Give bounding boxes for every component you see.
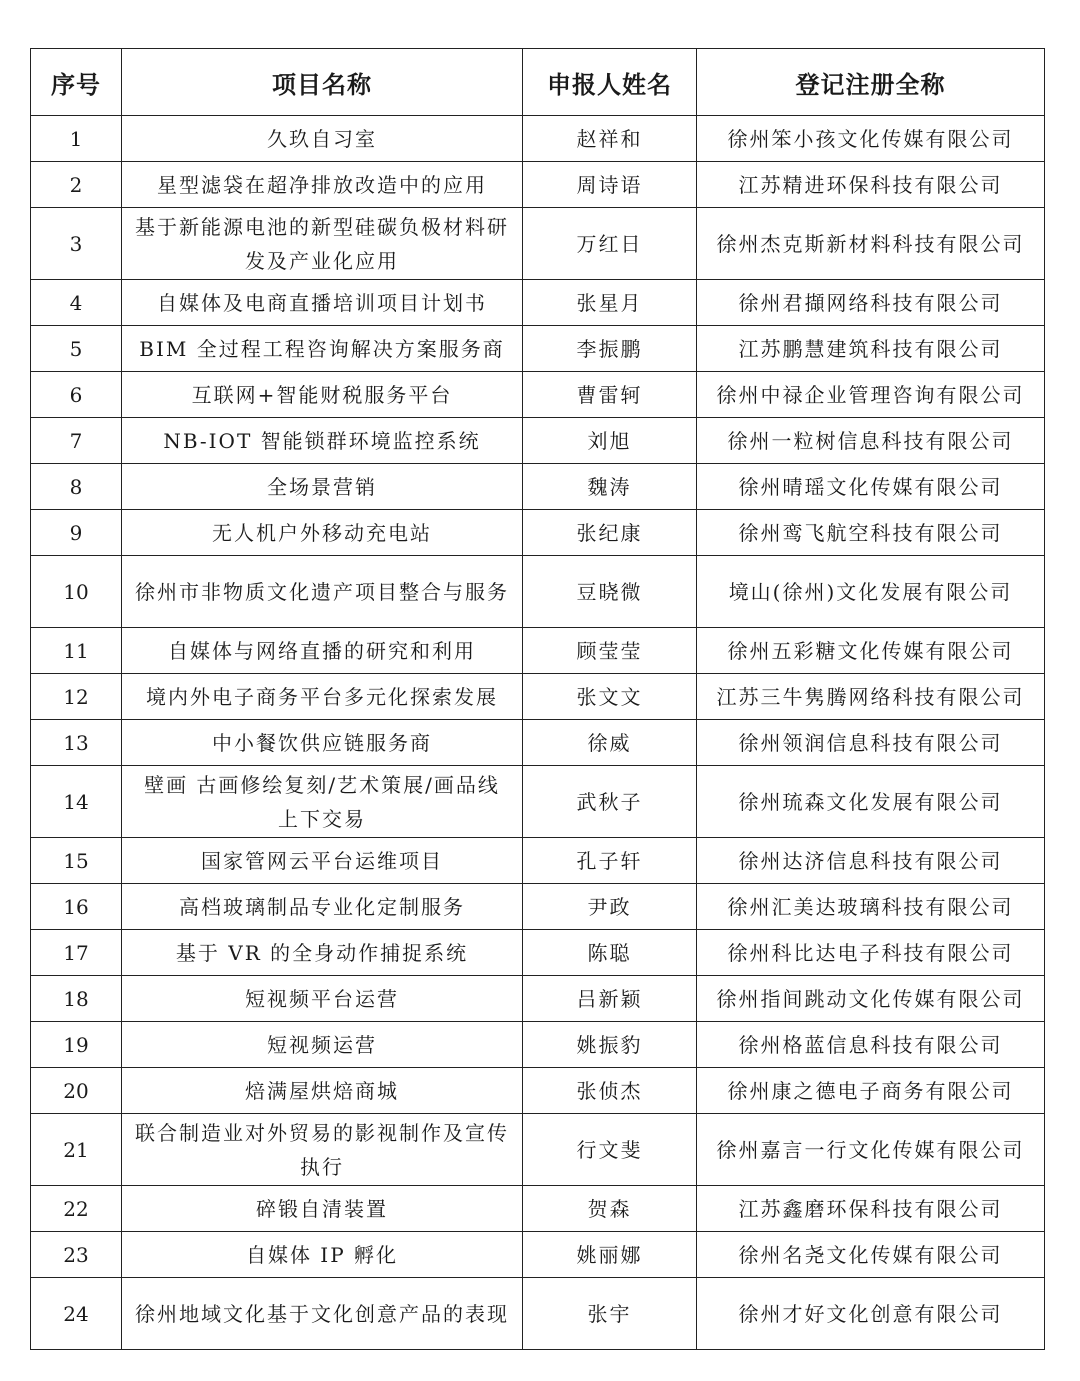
project-name-cell: NB-IOT 智能锁群环境监控系统 bbox=[122, 418, 523, 464]
project-name-cell: 自媒体及电商直播培训项目计划书 bbox=[122, 280, 523, 326]
table-row bbox=[31, 510, 1045, 556]
project-name-cell: 自媒体 IP 孵化 bbox=[122, 1232, 523, 1278]
project-name-cell: 徐州地域文化基于文化创意产品的表现 bbox=[122, 1278, 523, 1350]
serial-number-cell: 22 bbox=[31, 1186, 122, 1232]
project-name-cell: 自媒体与网络直播的研究和利用 bbox=[122, 628, 523, 674]
registered-name-cell: 徐州中禄企业管理咨询有限公司 bbox=[697, 372, 1045, 418]
registered-name-cell: 徐州康之德电子商务有限公司 bbox=[697, 1068, 1045, 1114]
table-row bbox=[31, 628, 1045, 674]
registered-name-cell: 徐州琉森文化发展有限公司 bbox=[697, 766, 1045, 838]
applicant-name-cell: 万红日 bbox=[523, 208, 697, 280]
table-row bbox=[31, 326, 1045, 372]
serial-number-cell: 9 bbox=[31, 510, 122, 556]
table-row bbox=[31, 1022, 1045, 1068]
project-name-cell: 徐州市非物质文化遗产项目整合与服务 bbox=[122, 556, 523, 628]
serial-number-cell: 10 bbox=[31, 556, 122, 628]
serial-number-cell: 12 bbox=[31, 674, 122, 720]
project-name-cell: 无人机户外移动充电站 bbox=[122, 510, 523, 556]
applicant-name-cell: 徐威 bbox=[523, 720, 697, 766]
applicant-name-cell: 张文文 bbox=[523, 674, 697, 720]
registered-name-cell: 徐州笨小孩文化传媒有限公司 bbox=[697, 116, 1045, 162]
serial-number-cell: 6 bbox=[31, 372, 122, 418]
registered-name-cell: 江苏三牛隽腾网络科技有限公司 bbox=[697, 674, 1045, 720]
project-name-cell: 互联网+智能财税服务平台 bbox=[122, 372, 523, 418]
table-row bbox=[31, 976, 1045, 1022]
registered-name-cell: 徐州杰克斯新材料科技有限公司 bbox=[697, 208, 1045, 280]
registered-name-cell: 徐州达济信息科技有限公司 bbox=[697, 838, 1045, 884]
table-row bbox=[31, 674, 1045, 720]
applicant-name-cell: 李振鹏 bbox=[523, 326, 697, 372]
table-row bbox=[31, 884, 1045, 930]
registered-name-cell: 徐州领润信息科技有限公司 bbox=[697, 720, 1045, 766]
table-row bbox=[31, 208, 1045, 280]
registered-name-cell: 徐州才好文化创意有限公司 bbox=[697, 1278, 1045, 1350]
applicant-name-cell: 行文斐 bbox=[523, 1114, 697, 1186]
project-name-cell: 国家管网云平台运维项目 bbox=[122, 838, 523, 884]
applicant-name-cell: 魏涛 bbox=[523, 464, 697, 510]
header-project-name: 项目名称 bbox=[122, 49, 523, 116]
serial-number-cell: 8 bbox=[31, 464, 122, 510]
serial-number-cell: 19 bbox=[31, 1022, 122, 1068]
applicant-name-cell: 张宇 bbox=[523, 1278, 697, 1350]
table-row bbox=[31, 162, 1045, 208]
registered-name-cell: 徐州五彩糖文化传媒有限公司 bbox=[697, 628, 1045, 674]
registered-name-cell: 徐州名尧文化传媒有限公司 bbox=[697, 1232, 1045, 1278]
project-name-cell: 全场景营销 bbox=[122, 464, 523, 510]
header-row bbox=[31, 49, 1045, 116]
header-serial-number: 序号 bbox=[31, 49, 122, 116]
registered-name-cell: 徐州晴瑶文化传媒有限公司 bbox=[697, 464, 1045, 510]
registered-name-cell: 徐州格蓝信息科技有限公司 bbox=[697, 1022, 1045, 1068]
serial-number-cell: 3 bbox=[31, 208, 122, 280]
applicant-name-cell: 张星月 bbox=[523, 280, 697, 326]
registered-name-cell: 徐州一粒树信息科技有限公司 bbox=[697, 418, 1045, 464]
applicant-name-cell: 周诗语 bbox=[523, 162, 697, 208]
table-row bbox=[31, 464, 1045, 510]
registered-name-cell: 徐州科比达电子科技有限公司 bbox=[697, 930, 1045, 976]
table-row bbox=[31, 280, 1045, 326]
registered-name-cell: 徐州君擷网络科技有限公司 bbox=[697, 280, 1045, 326]
serial-number-cell: 21 bbox=[31, 1114, 122, 1186]
project-name-cell: 壁画 古画修绘复刻/艺术策展/画品线上下交易 bbox=[122, 766, 523, 838]
serial-number-cell: 23 bbox=[31, 1232, 122, 1278]
applicant-name-cell: 陈聪 bbox=[523, 930, 697, 976]
registered-name-cell: 境山(徐州)文化发展有限公司 bbox=[697, 556, 1045, 628]
project-name-cell: 久玖自习室 bbox=[122, 116, 523, 162]
table-row bbox=[31, 1232, 1045, 1278]
project-name-cell: 联合制造业对外贸易的影视制作及宣传执行 bbox=[122, 1114, 523, 1186]
serial-number-cell: 4 bbox=[31, 280, 122, 326]
table-row bbox=[31, 930, 1045, 976]
project-name-cell: 境内外电子商务平台多元化探索发展 bbox=[122, 674, 523, 720]
registered-name-cell: 徐州嘉言一行文化传媒有限公司 bbox=[697, 1114, 1045, 1186]
serial-number-cell: 15 bbox=[31, 838, 122, 884]
table-row bbox=[31, 556, 1045, 628]
applicant-name-cell: 张侦杰 bbox=[523, 1068, 697, 1114]
applicant-name-cell: 曹雷轲 bbox=[523, 372, 697, 418]
applicant-name-cell: 孔子轩 bbox=[523, 838, 697, 884]
header-applicant-name: 申报人姓名 bbox=[523, 49, 697, 116]
table-row bbox=[31, 418, 1045, 464]
applicant-name-cell: 豆晓微 bbox=[523, 556, 697, 628]
project-name-cell: 碎锻自清装置 bbox=[122, 1186, 523, 1232]
registered-name-cell: 江苏鑫磨环保科技有限公司 bbox=[697, 1186, 1045, 1232]
applicant-name-cell: 吕新颖 bbox=[523, 976, 697, 1022]
applicant-name-cell: 贺森 bbox=[523, 1186, 697, 1232]
applicant-name-cell: 武秋子 bbox=[523, 766, 697, 838]
project-name-cell: 基于新能源电池的新型硅碳负极材料研发及产业化应用 bbox=[122, 208, 523, 280]
header-registered-name: 登记注册全称 bbox=[697, 49, 1045, 116]
registered-name-cell: 徐州汇美达玻璃科技有限公司 bbox=[697, 884, 1045, 930]
serial-number-cell: 24 bbox=[31, 1278, 122, 1350]
project-name-cell: 高档玻璃制品专业化定制服务 bbox=[122, 884, 523, 930]
table-row bbox=[31, 720, 1045, 766]
applicant-name-cell: 姚振豹 bbox=[523, 1022, 697, 1068]
table-row bbox=[31, 1068, 1045, 1114]
registered-name-cell: 徐州鸾飞航空科技有限公司 bbox=[697, 510, 1045, 556]
project-name-cell: BIM 全过程工程咨询解决方案服务商 bbox=[122, 326, 523, 372]
project-name-cell: 基于 VR 的全身动作捕捉系统 bbox=[122, 930, 523, 976]
registered-name-cell: 江苏精进环保科技有限公司 bbox=[697, 162, 1045, 208]
applicant-name-cell: 张纪康 bbox=[523, 510, 697, 556]
project-table bbox=[30, 48, 1045, 1350]
serial-number-cell: 5 bbox=[31, 326, 122, 372]
applicant-name-cell: 顾莹莹 bbox=[523, 628, 697, 674]
table-row bbox=[31, 116, 1045, 162]
table-row bbox=[31, 1114, 1045, 1186]
applicant-name-cell: 尹政 bbox=[523, 884, 697, 930]
table-row bbox=[31, 1186, 1045, 1232]
applicant-name-cell: 姚丽娜 bbox=[523, 1232, 697, 1278]
serial-number-cell: 18 bbox=[31, 976, 122, 1022]
serial-number-cell: 17 bbox=[31, 930, 122, 976]
registered-name-cell: 徐州指间跳动文化传媒有限公司 bbox=[697, 976, 1045, 1022]
table-row bbox=[31, 372, 1045, 418]
project-name-cell: 星型滤袋在超净排放改造中的应用 bbox=[122, 162, 523, 208]
serial-number-cell: 11 bbox=[31, 628, 122, 674]
applicant-name-cell: 赵祥和 bbox=[523, 116, 697, 162]
table-row bbox=[31, 1278, 1045, 1350]
project-name-cell: 短视频平台运营 bbox=[122, 976, 523, 1022]
serial-number-cell: 2 bbox=[31, 162, 122, 208]
applicant-name-cell: 刘旭 bbox=[523, 418, 697, 464]
table-row bbox=[31, 838, 1045, 884]
serial-number-cell: 20 bbox=[31, 1068, 122, 1114]
registered-name-cell: 江苏鹏慧建筑科技有限公司 bbox=[697, 326, 1045, 372]
serial-number-cell: 7 bbox=[31, 418, 122, 464]
serial-number-cell: 16 bbox=[31, 884, 122, 930]
serial-number-cell: 13 bbox=[31, 720, 122, 766]
serial-number-cell: 14 bbox=[31, 766, 122, 838]
serial-number-cell: 1 bbox=[31, 116, 122, 162]
project-name-cell: 短视频运营 bbox=[122, 1022, 523, 1068]
project-name-cell: 焙满屋烘焙商城 bbox=[122, 1068, 523, 1114]
project-name-cell: 中小餐饮供应链服务商 bbox=[122, 720, 523, 766]
table-row bbox=[31, 766, 1045, 838]
